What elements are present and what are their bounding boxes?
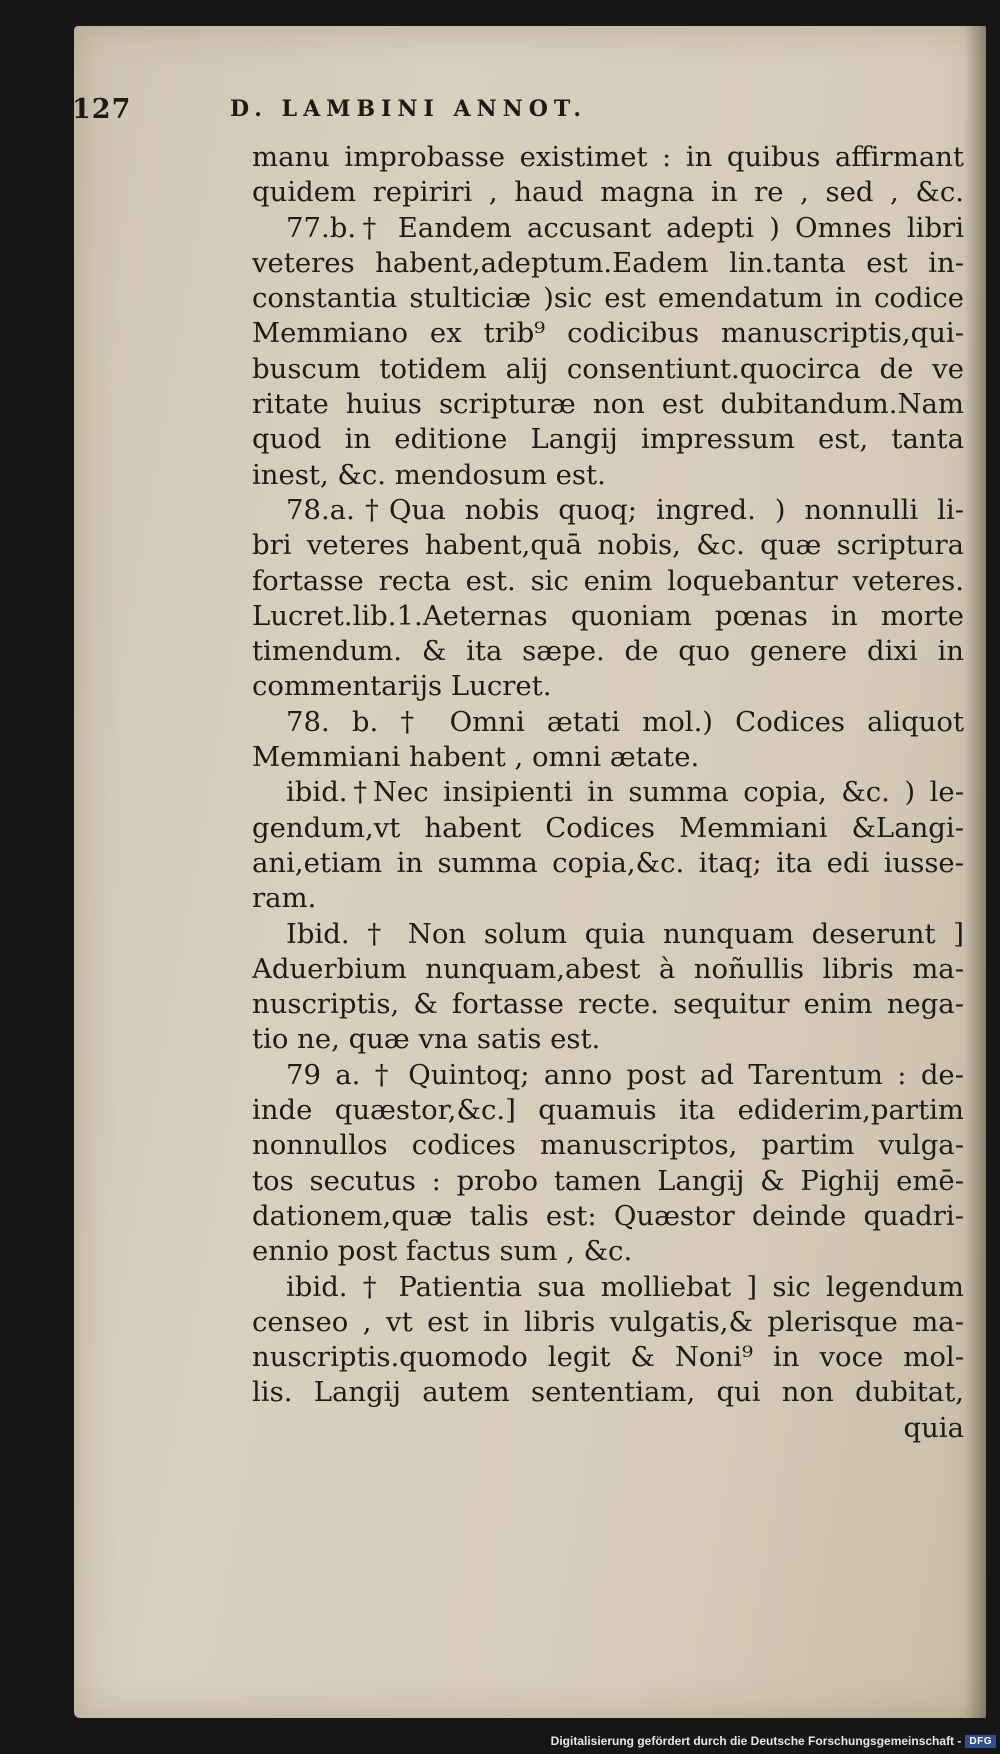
text-line: censeo , vt est in libris vulgatis,& plerisque ma- bbox=[252, 1305, 964, 1338]
text-line: fortasse recta est. sic enim loquebantur veteres. bbox=[252, 564, 964, 597]
text-line: ibid. † Patientia sua molliebat ] sic legendum bbox=[286, 1270, 964, 1303]
text-line: gendum,vt habent Codices Memmiani &Langi- bbox=[252, 811, 964, 844]
text-line: 79 a. † Quintoq; anno post ad Tarentum : de- bbox=[286, 1058, 964, 1091]
text-line: Memmiano ex trib⁹ codicibus manuscriptis,qui- bbox=[252, 317, 964, 350]
text-line: bri veteres habent,quā nobis, &c. quæ scriptura bbox=[252, 529, 964, 562]
text-line: 78.a.†Qua nobis quoq; ingred. ) nonnulli li- bbox=[286, 493, 964, 526]
text-line: Ibid. † Non solum quia nunquam deserunt ] bbox=[286, 917, 964, 950]
running-head-title: D. LAMBINI ANNOT. bbox=[230, 96, 588, 122]
text-line: inde quæstor,&c.] quamuis ita ediderim,partim bbox=[252, 1094, 964, 1127]
text-line: commentarijs Lucret. bbox=[252, 670, 552, 703]
text-line: 78. b. † Omni ætati mol.) Codices aliquot bbox=[286, 705, 964, 738]
text-line: Aduerbium nunquam,abest à noñullis libris ma- bbox=[252, 952, 964, 985]
text-line: quod in editione Langij impressum est, tanta bbox=[252, 423, 964, 456]
page-edge-shadow bbox=[964, 26, 986, 1718]
credit-text: Digitalisierung gefördert durch die Deutsche Forschungsgemeinschaft - bbox=[550, 1734, 962, 1748]
text-line: ennio post factus sum , &c. bbox=[252, 1235, 633, 1268]
body-text bbox=[252, 140, 964, 1446]
text-line: buscum totidem alij consentiunt.quocirca de ve bbox=[252, 352, 964, 385]
page-number: 127 bbox=[72, 94, 132, 125]
text-line: constantia stulticiæ )sic est emendatum in codice bbox=[252, 282, 964, 315]
text-line: Lucret.lib.1.Aeternas quoniam pœnas in morte bbox=[252, 599, 964, 632]
text-line: inest, &c. mendosum est. bbox=[252, 458, 606, 491]
catchword: quia bbox=[903, 1411, 964, 1444]
text-line: nonnullos codices manuscriptos, partim vulga- bbox=[252, 1129, 964, 1162]
dfg-logo: DFG bbox=[965, 1735, 996, 1748]
digitization-credit bbox=[551, 1734, 996, 1748]
text-line: ram. bbox=[252, 882, 317, 915]
text-line: tos secutus : probo tamen Langij & Pighij emē- bbox=[252, 1164, 964, 1197]
text-line: 77.b.† Eandem accusant adepti ) Omnes libri bbox=[286, 211, 964, 244]
text-line: manu improbasse existimet : in quibus affirmant bbox=[252, 141, 964, 173]
text-line: dationem,quæ talis est: Quæstor deinde quadri- bbox=[252, 1199, 964, 1232]
text-line: quidem repiriri , haud magna in re , sed , &c. bbox=[252, 176, 964, 209]
text-line: ritate huius scripturæ non est dubitandum.Nam bbox=[252, 388, 964, 421]
text-line: timendum. & ita sæpe. de quo genere dixi in bbox=[252, 635, 964, 668]
text-line: nuscriptis.quomodo legit & Noni⁹ in voce mol- bbox=[252, 1341, 964, 1374]
text-line: ani,etiam in summa copia,&c. itaq; ita edi iusse- bbox=[252, 846, 964, 879]
text-line: Memmiani habent , omni ætate. bbox=[252, 741, 700, 774]
text-line: nuscriptis, & fortasse recte. sequitur enim nega- bbox=[252, 988, 964, 1021]
text-line: veteres habent,adeptum.Eadem lin.tanta est in- bbox=[252, 246, 964, 279]
text-line: ibid.†Nec insipienti in summa copia, &c. ) le- bbox=[286, 776, 964, 809]
text-line: tio ne, quæ vna satis est. bbox=[252, 1023, 601, 1056]
text-line: lis. Langij autem sententiam, qui non dubitat, bbox=[252, 1376, 964, 1409]
